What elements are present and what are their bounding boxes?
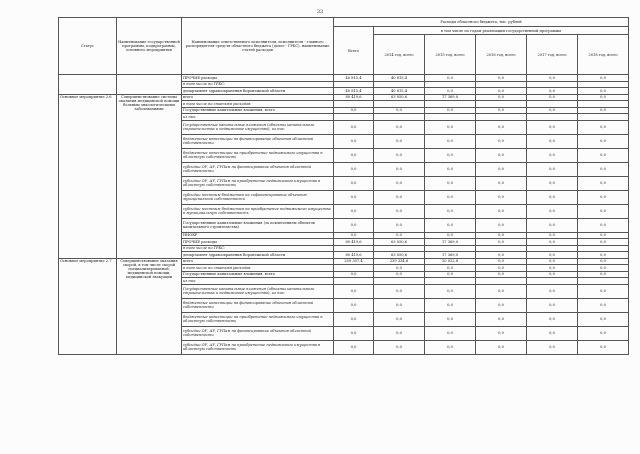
value-cell: 0,0 [476,134,527,148]
program-cell: Совершенствование системы оказания медицинской помощи больным онкологическими заболеваниями [117,94,182,258]
value-cell: 0,0 [527,340,578,354]
value-cell: 0,0 [334,204,374,218]
value-cell: 0,0 [334,298,374,312]
value-cell: 0,0 [425,107,476,114]
value-cell: 0,0 [527,312,578,326]
value-cell: 0,0 [476,94,527,101]
value-cell: 0,0 [578,204,629,218]
value-cell: 0,0 [476,284,527,298]
value-cell: 0,0 [527,271,578,278]
value-cell: 0,0 [578,190,629,204]
value-cell: 0,0 [425,162,476,176]
value-cell: 0,0 [476,88,527,95]
value-cell: 0,0 [476,218,527,232]
value-cell: 0,0 [425,120,476,134]
value-cell: 0,0 [374,232,425,239]
value-cell: 0,0 [527,326,578,340]
expense-label-cell: в том числе по ГРБС: [182,81,334,88]
value-cell: 0,0 [374,298,425,312]
value-cell: 0,0 [374,162,425,176]
value-cell: 17 369,0 [425,252,476,259]
value-cell: 20 022,8 [425,258,476,265]
expense-label-cell: субсидии ОУ, АУ, ГУПам на финансирование объектов областной собственности [182,326,334,340]
value-cell: 0,0 [476,75,527,82]
value-cell: 80 419,6 [334,94,374,101]
value-cell: 0,0 [425,326,476,340]
header-year: 2017 год, всего [527,35,578,75]
value-cell: 0,0 [334,134,374,148]
expense-label-cell: Государственные капитальные вложения, всего [182,107,334,114]
value-cell: 0,0 [476,271,527,278]
value-cell: 0,0 [578,94,629,101]
value-cell: 0,0 [476,107,527,114]
value-cell: 0,0 [578,176,629,190]
value-cell: 0,0 [374,271,425,278]
expense-label-cell: Государственные капитальные вложения (за исключением объектов капитального строительства) [182,218,334,232]
value-cell: 0,0 [578,271,629,278]
value-cell: 0,0 [374,148,425,162]
value-cell: 63 050,6 [374,94,425,101]
value-cell: 0,0 [527,252,578,259]
value-cell: 17 369,0 [425,94,476,101]
header-year: 2014 год, всего [374,35,425,75]
value-cell: 0,0 [578,239,629,246]
value-cell: 0,0 [425,88,476,95]
expense-label-cell: НИОКР [182,232,334,239]
value-cell: 0,0 [527,134,578,148]
status-cell [59,75,117,95]
value-cell: 0,0 [334,176,374,190]
value-cell: 0,0 [527,88,578,95]
value-cell: 0,0 [578,326,629,340]
expense-label-cell: всего [182,258,334,265]
value-cell: 0,0 [578,218,629,232]
value-cell: 0,0 [425,75,476,82]
header-by-years: в том числе по годам реализации государственной программы [374,27,629,35]
value-cell: 0,0 [578,258,629,265]
value-cell: 0,0 [578,107,629,114]
value-cell: 40 815,4 [374,88,425,95]
value-cell: 239 334,6 [374,258,425,265]
value-cell: 0,0 [425,148,476,162]
expense-label-cell: субсидии местным бюджетам на приобретение недвижимого имущества в муниципальную собственность [182,204,334,218]
value-cell: 0,0 [334,162,374,176]
value-cell: 0,0 [334,340,374,354]
value-cell: 0,0 [476,232,527,239]
value-cell: 0,0 [527,298,578,312]
value-cell: 0,0 [334,271,374,278]
value-cell: 0,0 [425,134,476,148]
value-cell: 0,0 [476,204,527,218]
expense-label-cell: бюджетные инвестиции на приобретение недвижимого имущества в областную собственность [182,148,334,162]
expense-label-cell: Государственные капитальные вложения (объекты капитального строительства и недвижимое имущество), из них: [182,120,334,134]
value-cell: 0,0 [334,107,374,114]
value-cell: 0,0 [476,312,527,326]
value-cell: 0,0 [527,218,578,232]
value-cell: 0,0 [527,176,578,190]
value-cell: 0,0 [374,340,425,354]
header-year: 2016 год, всего [476,35,527,75]
value-cell: 0,0 [527,239,578,246]
value-cell: 0,0 [527,120,578,134]
expense-label-cell: департамент здравоохранения Воронежской области [182,88,334,95]
value-cell: 80 419,6 [334,252,374,259]
value-cell: 0,0 [425,340,476,354]
value-cell: 0,0 [578,75,629,82]
expense-label-cell: ПРОЧИЕ расходы [182,75,334,82]
value-cell: 0,0 [578,88,629,95]
expense-label-cell: Государственные капитальные вложения, всего [182,271,334,278]
value-cell: 0,0 [527,232,578,239]
value-cell: 0,0 [476,298,527,312]
value-cell: 0,0 [425,176,476,190]
value-cell: 17 369,0 [425,239,476,246]
value-cell: 0,0 [334,232,374,239]
value-cell: 0,0 [425,312,476,326]
value-cell: 0,0 [476,176,527,190]
value-cell: 0,0 [334,190,374,204]
value-cell: 0,0 [374,326,425,340]
expense-label-cell: ПРОЧИЕ расходы [182,239,334,246]
expense-label-cell: из них: [182,114,334,121]
value-cell: 40 815,4 [374,75,425,82]
value-cell: 259 357,4 [334,258,374,265]
value-cell: 63 050,6 [374,239,425,246]
value-cell: 0,0 [425,190,476,204]
value-cell: 0,0 [425,232,476,239]
value-cell: 0,0 [578,298,629,312]
table-body [59,75,629,355]
value-cell: 0,0 [334,326,374,340]
value-cell: 0,0 [476,190,527,204]
status-cell: Основное мероприятие 2.7 [59,258,117,354]
expense-label-cell: Государственные капитальные вложения (объекты капитального строительства и недвижимое имущество), из них: [182,284,334,298]
expense-label-cell: всего [182,94,334,101]
value-cell: 0,0 [578,340,629,354]
expense-label-cell: субсидии ОУ, АУ, ГУПам на приобретение недвижимого имущества в областную собственность [182,176,334,190]
header-responsible: Наименование ответственного исполнителя, исполнителя - главного распорядителя средств областного бюджета (далее - ГРБС), наименование статей расходов [182,18,334,75]
value-cell: 0,0 [578,265,629,272]
value-cell: 0,0 [374,120,425,134]
expense-label-cell: субсидии местным бюджетам на софинансирование объектов муниципальной собственности [182,190,334,204]
value-cell: 0,0 [374,176,425,190]
value-cell: 0,0 [425,204,476,218]
value-cell: 0,0 [527,107,578,114]
value-cell: 0,0 [374,265,425,272]
value-cell: 0,0 [578,312,629,326]
header-total: Всего [334,27,374,75]
value-cell: 0,0 [578,252,629,259]
expense-label-cell: департамент здравоохранения Воронежской области [182,252,334,259]
header-year: 2018 год, всего [578,35,629,75]
value-cell: 0,0 [527,162,578,176]
value-cell: 0,0 [527,204,578,218]
value-cell: 0,0 [374,218,425,232]
value-cell: 63 050,6 [374,252,425,259]
expense-label-cell: из них: [182,278,334,285]
program-cell [117,75,182,95]
header-expenses: Расходы областного бюджета, тыс. рублей [334,18,629,27]
value-cell: 40 815,4 [334,88,374,95]
header-program: Наименование государственной программы, подпрограммы, основного мероприятия [117,18,182,75]
value-cell: 0,0 [527,190,578,204]
value-cell: 0,0 [476,252,527,259]
value-cell: 40 815,4 [334,75,374,82]
value-cell: 0,0 [578,162,629,176]
value-cell: 0,0 [425,218,476,232]
value-cell: 0,0 [527,75,578,82]
value-cell: 80 419,6 [334,239,374,246]
value-cell: 0,0 [374,190,425,204]
value-cell: 0,0 [425,298,476,312]
header-status: Статус [59,18,117,75]
value-cell: 0,0 [476,148,527,162]
expense-label-cell: субсидии ОУ, АУ, ГУПам на финансирование объектов областной собственности [182,162,334,176]
expense-label-cell: в том числе по статьям расходов: [182,101,334,108]
value-cell: 0,0 [334,284,374,298]
value-cell: 0,0 [425,284,476,298]
expense-label-cell: бюджетные инвестиции на финансирование объектов областной собственности [182,298,334,312]
value-cell: 0,0 [334,148,374,162]
value-cell: 0,0 [578,134,629,148]
value-cell: 0,0 [476,265,527,272]
value-cell: 0,0 [334,218,374,232]
budget-table [58,17,629,355]
expense-label-cell: бюджетные инвестиции на финансирование объектов областной собственности [182,134,334,148]
status-cell: Основное мероприятие 2.6 [59,94,117,258]
value-cell: 0,0 [334,120,374,134]
header-year: 2015 год, всего [425,35,476,75]
value-cell: 0,0 [374,204,425,218]
value-cell: 0,0 [578,148,629,162]
value-cell: 0,0 [476,326,527,340]
value-cell: 0,0 [374,284,425,298]
value-cell: 0,0 [476,162,527,176]
page-number: 33 [316,9,324,15]
value-cell: 0,0 [578,284,629,298]
expense-label-cell: субсидии ОУ, АУ, ГУПам на приобретение недвижимого имущества в областную собственность [182,340,334,354]
value-cell: 0,0 [527,258,578,265]
value-cell: 0,0 [476,120,527,134]
value-cell: 0,0 [578,120,629,134]
value-cell: 0,0 [476,239,527,246]
program-cell: Совершенствование оказания скорой, в том числе скорой специализированной, медицинской помощи, медицинской эвакуации [117,258,182,354]
value-cell: 0,0 [425,265,476,272]
value-cell: 0,0 [527,265,578,272]
value-cell: 0,0 [527,148,578,162]
value-cell: 0,0 [476,340,527,354]
expense-label-cell: в том числе по ГРБС: [182,245,334,252]
value-cell: 0,0 [334,312,374,326]
value-cell: 0,0 [374,312,425,326]
value-cell: 0,0 [425,271,476,278]
value-cell: 0,0 [527,284,578,298]
expense-label-cell: бюджетные инвестиции на приобретение недвижимого имущества в областную собственность [182,312,334,326]
value-cell: 0,0 [527,94,578,101]
value-cell: 0,0 [374,107,425,114]
value-cell: 0,0 [374,134,425,148]
expense-label-cell: в том числе по статьям расходов: [182,265,334,272]
value-cell: 0,0 [476,258,527,265]
value-cell: 0,0 [578,232,629,239]
